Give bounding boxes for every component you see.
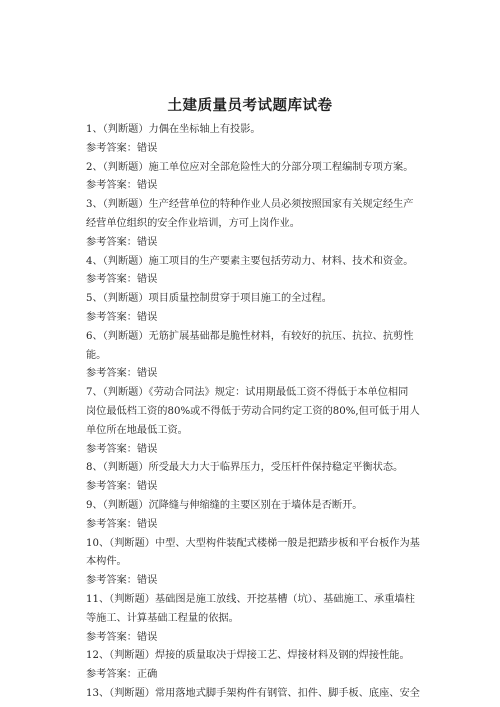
- question-text: 5、（判断题）项目质量控制贯穿于项目施工的全过程。: [86, 293, 332, 305]
- question-text-continued: 经营单位组织的安全作业培训，方可上岗作业。: [86, 217, 300, 229]
- question-text: 3、（判断题）生产经营单位的特种作业人员必须按照国家有关规定经生产: [86, 199, 414, 211]
- answer-text: 参考答案：错误: [86, 518, 158, 530]
- question-text: 10、（判断题）中型、大型构件装配式楼梯一般是把踏步板和平台板作为基: [86, 537, 420, 549]
- question-text: 9、（判断题）沉降缝与伸缩缝的主要区别在于墙体是否断开。: [86, 499, 363, 511]
- question-text: 13、（判断题）常用落地式脚手架构件有钢管、扣件、脚手板、底座、安全: [86, 687, 420, 699]
- answer-text: 参考答案：错误: [86, 631, 158, 643]
- question-text: 7、（判断题）《劳动合同法》规定：试用期最低工资不得低于本单位相同: [86, 387, 409, 399]
- question-text-continued: 等施工、计算基础工程量的依据。: [86, 612, 239, 624]
- answer-text: 参考答案：错误: [86, 274, 158, 286]
- question-text-continued: 能。: [86, 349, 107, 361]
- question-list: [86, 121, 420, 704]
- answer-text: 参考答案：错误: [86, 481, 158, 493]
- answer-text: 参考答案：错误: [86, 443, 158, 455]
- question-text: 2、（判断题）施工单位应对全部危险性大的分部分项工程编制专项方案。: [86, 161, 414, 173]
- answer-text: 参考答案：错误: [86, 236, 158, 248]
- question-text-continued: 本构件。: [86, 556, 127, 568]
- question-text: 12、（判断题）焊接的质量取决于焊接工艺、焊接材料及钢的焊接性能。: [86, 650, 410, 662]
- answer-text: 参考答案：错误: [86, 368, 158, 380]
- answer-text: 参考答案：错误: [86, 180, 158, 192]
- question-text: 11、（判断题）基础图是施工放线、开挖基槽（坑）、基础施工、承重墙柱: [86, 593, 415, 605]
- question-text: 6、（判断题）无筋扩展基础都是脆性材料，有较好的抗压、抗拉、抗剪性: [86, 330, 414, 342]
- answer-text: 参考答案：错误: [86, 311, 158, 323]
- question-text: 1、（判断题）力偶在坐标轴上有投影。: [86, 124, 261, 135]
- question-text: 4、（判断题）施工项目的生产要素主要包括劳动力、材料、技术和资金。: [86, 255, 414, 267]
- document-title: 土建质量员考试题库试卷: [167, 97, 333, 114]
- answer-text: 参考答案：错误: [86, 575, 158, 587]
- question-text: 8、（判断题）所受最大力大于临界压力，受压杆件保持稳定平衡状态。: [86, 462, 404, 474]
- question-text-continued: 岗位最低档工资的80%或不得低于劳动合同约定工资的80%,但可低于用人: [86, 405, 420, 417]
- answer-text: 参考答案：错误: [86, 142, 158, 154]
- question-text-continued: 单位所在地最低工资。: [86, 424, 188, 436]
- answer-text: 参考答案：正确: [86, 669, 158, 681]
